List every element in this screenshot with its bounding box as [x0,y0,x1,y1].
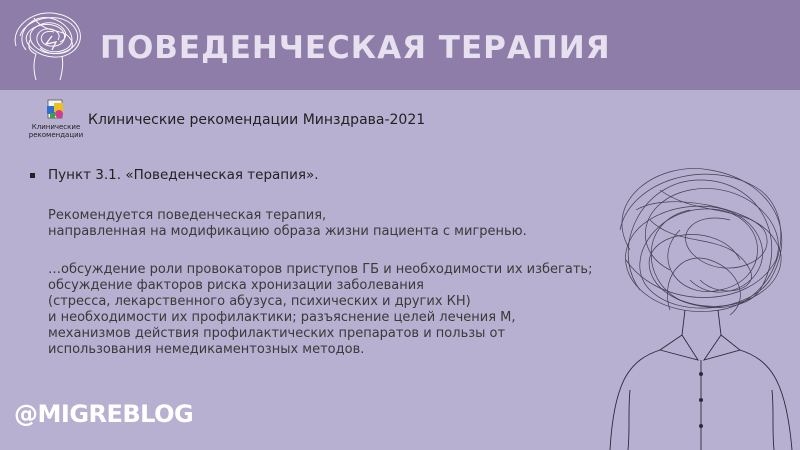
icon-label-line2: рекомендации [28,131,84,139]
paragraph-line: использования немедикаментозных методов. [48,342,365,357]
paragraph-line: и необходимости их профилактики; разъяснение целей лечения М, [48,310,516,325]
colorful-document-icon [45,98,67,122]
blog-handle: @MIGREBLOG [14,400,194,428]
paragraph-recommendation [48,208,527,240]
paragraph-line: (стресса, лекарственного абузуса, психических и других КН) [48,294,471,309]
paragraph-line: обсуждение факторов риска хронизации заболевания [48,278,425,293]
tangled-head-logo-icon [6,6,90,86]
header-bar [0,0,800,90]
person-tangled-head-illustration [600,160,800,450]
paragraph-line: механизмов действия профилактических препаратов и пользы от [48,326,506,341]
page-title: ПОВЕДЕНЧЕСКАЯ ТЕРАПИЯ [100,30,611,66]
paragraph-line: Рекомендуется поведенческая терапия, [48,208,327,223]
paragraph-line: направленная на модификацию образа жизни пациента с мигренью. [48,224,527,239]
bullet-marker [30,173,35,178]
bullet-item: Пункт 3.1. «Поведенческая терапия». [48,167,319,183]
reference-title: Клинические рекомендации Минздрава-2021 [88,112,426,128]
paragraph-details [48,262,592,358]
guidelines-document-icon[interactable] [24,98,88,146]
icon-label-line1: Клинические [31,123,81,131]
paragraph-line: …обсуждение роли провокаторов приступов ГБ и необходимости их избегать; [48,262,593,277]
